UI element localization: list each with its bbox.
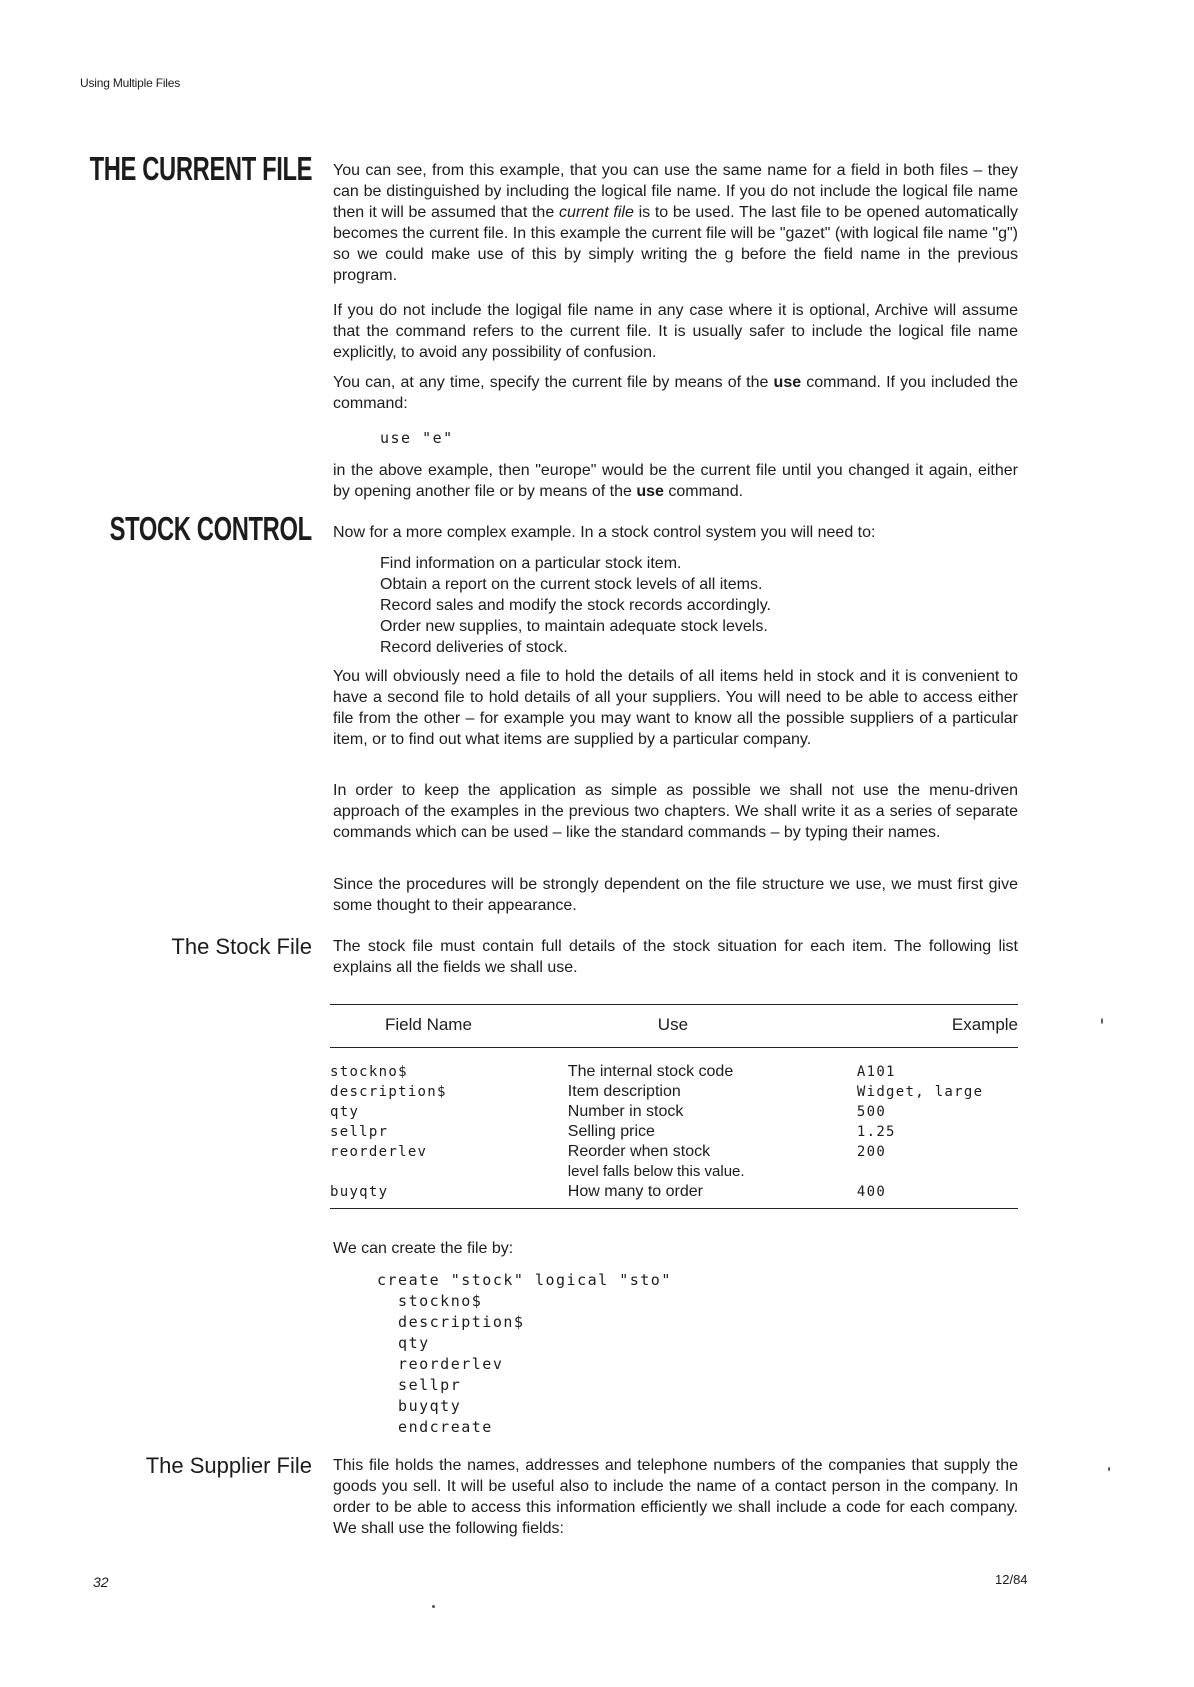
cell-example: 1.25 [856, 1124, 896, 1140]
table-row [330, 1142, 1018, 1182]
stock-file-intro: The stock file must contain full details of the stock situation for each item. The following list explains all the fields we shall use. [333, 938, 1018, 976]
current-file-paragraph-4 [333, 460, 1018, 502]
cell-use: Selling price [567, 1123, 655, 1140]
table-row [330, 1102, 1018, 1122]
code-create-stock: create "stock" logical "sto" stockno$ description$ qty reorderlev sellpr buyqty endcreate [377, 1271, 672, 1436]
column-header-example: Example [857, 1005, 1018, 1048]
table-row [330, 1122, 1018, 1142]
cell-example: A101 [856, 1064, 896, 1080]
table-header-row [330, 1005, 1018, 1048]
scan-speck [1108, 1467, 1110, 1471]
scan-speck [432, 1605, 435, 1608]
stock-control-paragraph-1: You will obviously need a file to hold the details of all items held in stock and it is convenient to have a second file to hold details of all your suppliers. You will need to be able to access either file from the other – for example you may want to know all the possible suppliers of a particular item, or to find out what items are supplied by a particular company. [333, 668, 1018, 748]
cell-use: Item description [567, 1083, 681, 1100]
supplier-file-paragraph: This file holds the names, addresses and telephone numbers of the companies that supply the goods you sell. It will be useful also to include the name of a contact person in the company. In order to be able to access this information efficiently we shall include a code for each company. We shall use the following fields: [333, 1457, 1018, 1537]
cell-example: Widget, large [856, 1084, 984, 1100]
cell-use-line-1: Reorder when stock [567, 1143, 711, 1160]
section-heading-current-file: THE CURRENT FILE [89, 150, 312, 187]
running-head: Using Multiple Files [80, 76, 181, 90]
cell-field: stockno$ [330, 1064, 408, 1080]
stock-fields-table [330, 1004, 1018, 1209]
table-row [330, 1182, 1018, 1209]
stock-control-paragraph-3: Since the procedures will be strongly dependent on the file structure we use, we must first give some thought to their appearance. [333, 876, 1018, 914]
table-row [330, 1048, 1018, 1083]
cell-use: The internal stock code [567, 1063, 734, 1080]
current-file-paragraph-2: If you do not include the logigal file name in any case where it is optional, Archive will assume that the command refers to the current file. It is usually safer to include the logical file name explicitly, to avoid any possibility of confusion. [333, 302, 1018, 361]
stock-control-intro: Now for a more complex example. In a stock control system you will need to: [333, 524, 876, 541]
date-stamp: 12/84 [995, 1572, 1028, 1587]
list-item: Record deliveries of stock. [380, 639, 568, 656]
scan-speck [1101, 1018, 1103, 1024]
keyword-use: use [773, 374, 802, 391]
current-file-paragraph-3 [333, 372, 1018, 414]
keyword-use: use [636, 483, 664, 500]
text-run: You can, at any time, specify the current file by means of the [333, 374, 774, 391]
code-use-e: use "e" [380, 429, 454, 447]
cell-use: Number in stock [567, 1103, 684, 1120]
text-run: is to be used. The last file to be opened automatically becomes the current file. In this example the current file will be "gazet" (with logical file name "g") so we could make use of this by simply writing the g before the field name in the previous program. [333, 204, 1018, 284]
section-heading-stock-control: STOCK CONTROL [109, 510, 312, 547]
section-heading-stock-file: The Stock File [171, 934, 312, 959]
current-file-paragraph-1 [333, 160, 1018, 286]
cell-example: 400 [857, 1182, 1018, 1209]
cell-field: qty [330, 1104, 360, 1120]
column-header-use: Use [568, 1005, 857, 1048]
cell-example: 200 [856, 1144, 887, 1160]
emphasis-current-file: current file [558, 204, 634, 221]
text-run: in the above example, then "europe" would be the current file until you changed it again, either by opening another file or by means of the [333, 462, 1018, 500]
page-number: 32 [93, 1574, 109, 1590]
create-intro: We can create the file by: [333, 1240, 514, 1257]
list-item: Record sales and modify the stock records accordingly. [380, 597, 771, 614]
section-heading-supplier-file: The Supplier File [145, 1453, 312, 1478]
stock-control-paragraph-2: In order to keep the application as simple as possible we shall not use the menu-driven approach of the examples in the previous two chapters. We shall write it as a series of separate commands which can be used – like the standard commands – by typing their names. [333, 782, 1018, 841]
cell-use [568, 1142, 857, 1182]
cell-field: description$ [330, 1084, 447, 1100]
text-run: command. [663, 483, 744, 500]
text-run: command. If you included the command: [333, 374, 1019, 412]
cell-use-line-2: level falls below this value. [567, 1163, 745, 1180]
stock-needs-list [380, 553, 771, 658]
list-item: Order new supplies, to maintain adequate stock levels. [380, 618, 768, 635]
text-run: You can see, from this example, that you can use the same name for a field in both files – they can be distinguished by including the logical file name. If you do not include the logical file name then it will be assumed that the [333, 162, 1018, 221]
column-header-field-name: Field Name [330, 1005, 568, 1048]
cell-field: buyqty [330, 1182, 568, 1209]
cell-use: How many to order [568, 1182, 857, 1209]
cell-example: 500 [856, 1104, 887, 1120]
list-item: Find information on a particular stock item. [380, 555, 682, 572]
cell-field: sellpr [330, 1124, 389, 1140]
table-row [330, 1082, 1018, 1102]
cell-field: reorderlev [330, 1144, 428, 1160]
list-item: Obtain a report on the current stock levels of all items. [380, 576, 763, 593]
